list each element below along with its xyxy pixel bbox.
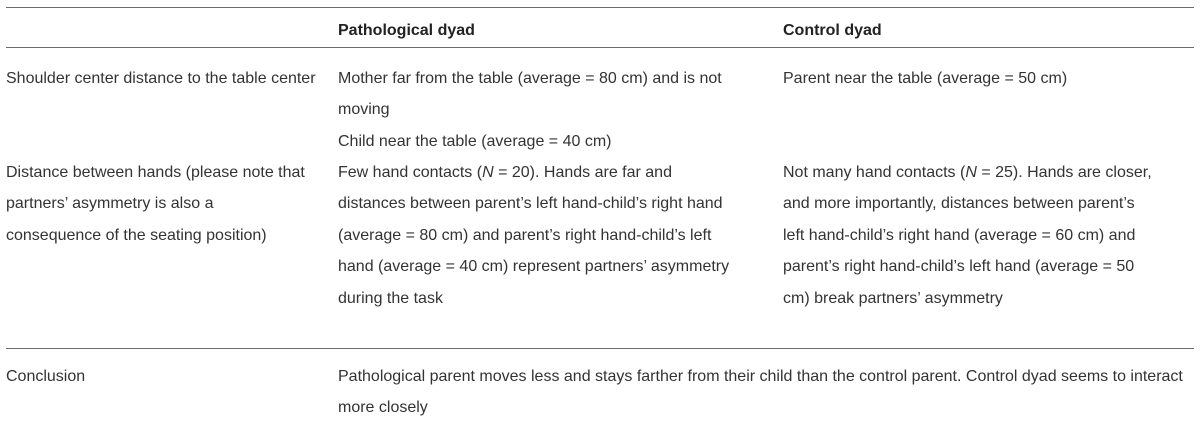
header-pathological-dyad: Pathological dyad <box>338 22 475 39</box>
header-rule <box>6 47 1194 48</box>
row2-control: Not many hand contacts (N = 25). Hands are closer, and more importantly, distances between parent’s left hand-child’s right hand (average = 60 cm) and parent’s right hand-child’s left hand (average = 50 cm) break partners’ asymmetry <box>783 164 1152 307</box>
row1-control: Parent near the table (average = 50 cm) <box>783 70 1068 87</box>
conclusion-label: Conclusion <box>6 368 86 385</box>
conclusion-rule <box>6 348 1194 349</box>
row1-pathological-mother: Mother far from the table (average = 80 cm) and is not moving <box>338 70 722 119</box>
top-rule <box>6 7 1194 8</box>
row-label-hand-distance: Distance between hands (please note that partners’ asymmetry is also a consequence of the seating position) <box>6 164 305 244</box>
header-control-dyad: Control dyad <box>783 22 882 39</box>
row1-pathological-child: Child near the table (average = 40 cm) <box>338 133 612 150</box>
row-label-shoulder-distance: Shoulder center distance to the table center <box>6 70 316 87</box>
row2-pathological: Few hand contacts (N = 20). Hands are far and distances between parent’s left hand-child’s right hand (average = 80 cm) and parent’s right hand-child’s left hand (average = 40 cm) represent partners’ asymmetry during the task <box>338 164 730 307</box>
conclusion-text: Pathological parent moves less and stays farther from their child than the control parent. Control dyad seems to interact more closely <box>338 368 1183 417</box>
